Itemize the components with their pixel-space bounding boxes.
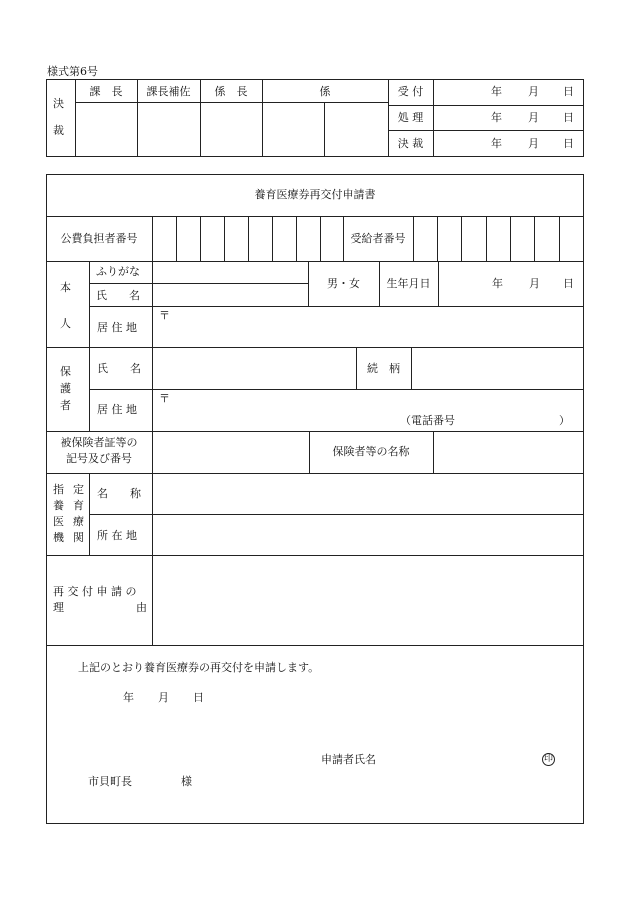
guardian-name-label: 氏 名 (97, 362, 141, 375)
recipient-number-label: 受給者番号 (350, 232, 406, 245)
seal-mark: 印 (543, 754, 553, 764)
honorific-label: 様 (181, 775, 192, 788)
form-title: 養育医療券再交付申請書 (254, 188, 376, 201)
insurance-card-label-line2: 記号及び番号 (66, 452, 132, 465)
kessai-char-2: 裁 (53, 124, 64, 137)
decided-label: 決 裁 (397, 137, 424, 150)
declaration-statement: 上記のとおり養育医療券の再交付を申請します。 (78, 661, 320, 674)
guardian-postal-mark: 〒 (159, 392, 170, 405)
phone-label: （電話番号 (400, 414, 455, 427)
public-payer-number-label: 公費負担者番号 (60, 232, 138, 245)
institution-location-label: 所 在 地 (97, 529, 137, 542)
sex-label: 男・女 (327, 277, 360, 290)
person-address-label: 居 住 地 (97, 321, 137, 334)
reason-label-line1: 再 交 付 申 請 の (53, 585, 137, 598)
form-number-label: 様式第6号 (47, 65, 98, 78)
relation-label: 続 柄 (367, 362, 400, 375)
birthdate-label: 生年月日 (386, 277, 431, 290)
header-subsection-chief: 係 長 (214, 85, 248, 98)
header-section-chief: 課 長 (89, 85, 123, 98)
processed-label: 処 理 (397, 111, 424, 124)
guardian-address-label: 居 住 地 (97, 403, 137, 416)
furigana-label: ふりがな (96, 265, 140, 278)
header-deputy-chief: 課長補佐 (146, 85, 191, 98)
header-staff: 係 (319, 85, 331, 98)
insurer-name-label: 保険者等の名称 (332, 445, 410, 458)
person-label-char-2: 人 (60, 317, 71, 330)
person-name-label: 氏 名 (96, 289, 140, 302)
institution-name-label: 名 称 (97, 487, 141, 500)
received-label: 受 付 (397, 85, 424, 98)
person-label-char-1: 本 (60, 281, 71, 294)
kessai-char-1: 決 (53, 97, 64, 110)
applicant-name-label: 申請者氏名 (321, 753, 376, 766)
addressee-label: 市貝町長 (88, 775, 132, 788)
person-postal-mark: 〒 (159, 309, 170, 322)
insurance-card-label-line1: 被保険者証等の (60, 436, 138, 449)
